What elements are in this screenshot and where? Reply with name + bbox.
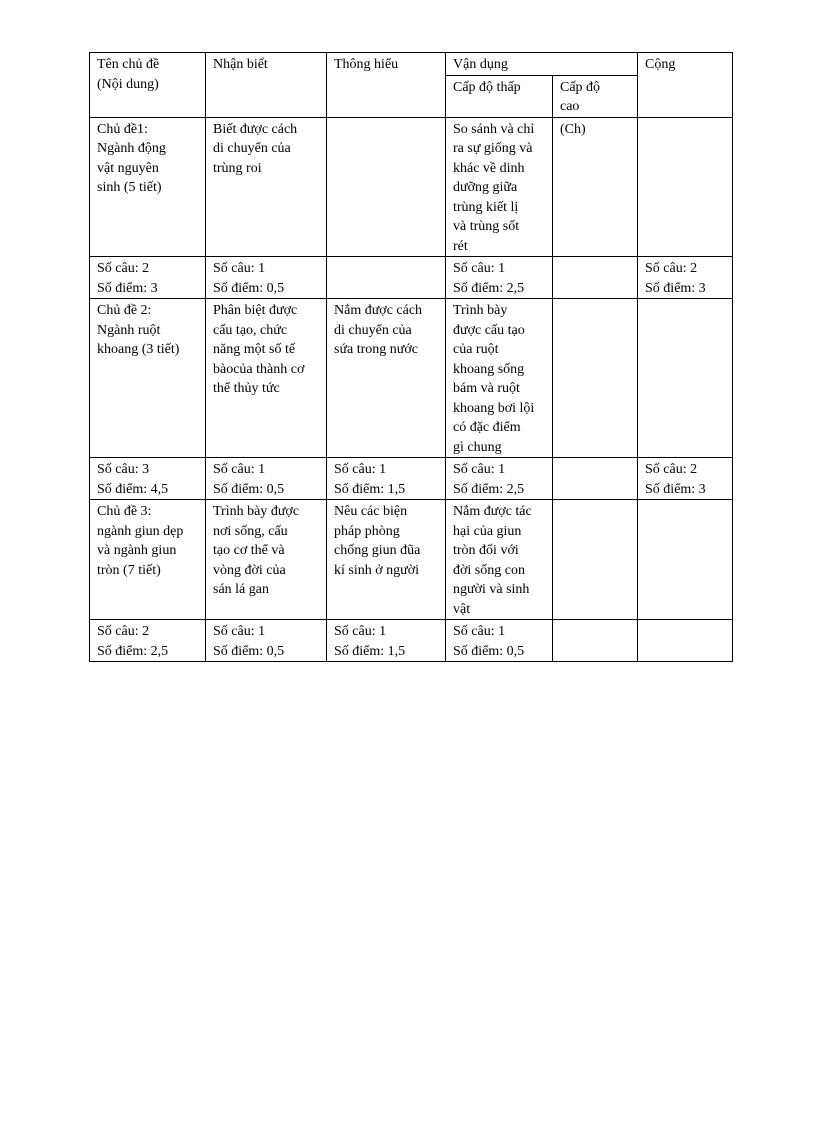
cell-recognize: Biết được cách di chuyển của trùng roi — [206, 117, 327, 257]
table-row — [90, 500, 733, 620]
cell-recognize: Số câu: 1 Số điểm: 0,5 — [206, 458, 327, 500]
cell-total: Số câu: 2 Số điểm: 3 — [638, 257, 733, 299]
cell-apply-low: Số câu: 1 Số điểm: 2,5 — [446, 458, 553, 500]
assessment-matrix-table — [89, 52, 733, 662]
header-apply: Vận dụng — [446, 53, 638, 76]
header-apply-high: Cấp độ cao — [553, 75, 638, 117]
cell-apply-high — [553, 620, 638, 662]
cell-topic: Chủ đề 3: ngành giun dẹp và ngành giun tròn (7 tiết) — [90, 500, 206, 620]
header-understand: Thông hiểu — [327, 53, 446, 118]
cell-apply-high — [553, 500, 638, 620]
cell-total — [638, 500, 733, 620]
header-topic: Tên chủ đề (Nội dung) — [90, 53, 206, 118]
table-row — [90, 257, 733, 299]
cell-recognize: Trình bày được nơi sống, cấu tạo cơ thể và vòng đời của sán lá gan — [206, 500, 327, 620]
cell-total: Số câu: 2 Số điểm: 3 — [638, 458, 733, 500]
cell-topic: Số câu: 3 Số điểm: 4,5 — [90, 458, 206, 500]
cell-recognize: Phân biệt được cấu tạo, chức năng một số tế bàocủa thành cơ thể thủy tức — [206, 299, 327, 458]
cell-apply-high — [553, 257, 638, 299]
cell-apply-low: Nắm được tác hại của giun tròn đối với đời sống con người và sinh vật — [446, 500, 553, 620]
cell-apply-high: (Ch) — [553, 117, 638, 257]
cell-recognize: Số câu: 1 Số điểm: 0,5 — [206, 620, 327, 662]
cell-topic: Số câu: 2 Số điểm: 3 — [90, 257, 206, 299]
cell-apply-high — [553, 299, 638, 458]
cell-apply-low: Số câu: 1 Số điểm: 2,5 — [446, 257, 553, 299]
cell-total — [638, 620, 733, 662]
table-row — [90, 299, 733, 458]
cell-understand: Số câu: 1 Số điểm: 1,5 — [327, 458, 446, 500]
cell-understand — [327, 117, 446, 257]
cell-understand: Số câu: 1 Số điểm: 1,5 — [327, 620, 446, 662]
header-row — [90, 53, 733, 76]
cell-understand — [327, 257, 446, 299]
header-apply-low: Cấp độ thấp — [446, 75, 553, 117]
cell-understand: Nắm được cách di chuyển của sứa trong nước — [327, 299, 446, 458]
header-recognize: Nhận biết — [206, 53, 327, 118]
cell-apply-low: Số câu: 1 Số điểm: 0,5 — [446, 620, 553, 662]
cell-recognize: Số câu: 1 Số điểm: 0,5 — [206, 257, 327, 299]
cell-total — [638, 299, 733, 458]
table-row — [90, 620, 733, 662]
cell-total — [638, 117, 733, 257]
cell-apply-high — [553, 458, 638, 500]
cell-topic: Số câu: 2 Số điểm: 2,5 — [90, 620, 206, 662]
table-row — [90, 117, 733, 257]
header-total: Cộng — [638, 53, 733, 118]
cell-topic: Chủ đề 2: Ngành ruột khoang (3 tiết) — [90, 299, 206, 458]
cell-topic: Chủ đề1: Ngành động vật nguyên sinh (5 tiết) — [90, 117, 206, 257]
cell-understand: Nêu các biện pháp phòng chống giun đũa kí sinh ở người — [327, 500, 446, 620]
cell-apply-low: So sánh và chỉ ra sự giống và khác về dinh dưỡng giữa trùng kiết lị và trùng sốt rét — [446, 117, 553, 257]
table-row — [90, 458, 733, 500]
cell-apply-low: Trình bày được cấu tạo của ruột khoang sống bám và ruột khoang bơi lội có đặc điểm gì chung — [446, 299, 553, 458]
